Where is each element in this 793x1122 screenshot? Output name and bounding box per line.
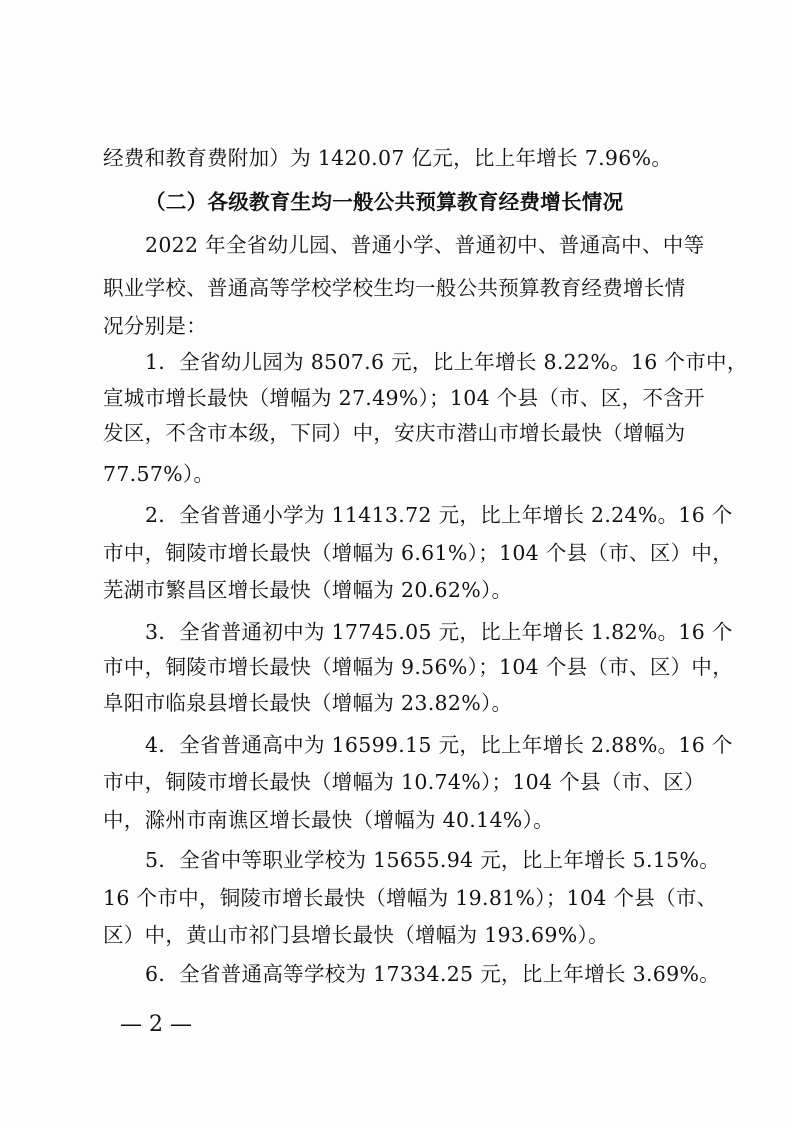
body-text-line: 芜湖市繁昌区增长最快（增幅为 20.62%）。 xyxy=(103,578,513,602)
body-text-line: 1．全省幼儿园为 8507.6 元，比上年增长 8.22%。16 个市中， xyxy=(145,350,748,374)
body-text-line: 16 个市中，铜陵市增长最快（增幅为 19.81%）；104 个县（市、 xyxy=(103,886,718,910)
body-text-line: 5．全省中等职业学校为 15655.94 元，比上年增长 5.15%。 xyxy=(145,848,721,872)
body-text-line: 中，滁州市南谯区增长最快（增幅为 40.14%）。 xyxy=(103,808,554,832)
body-text-line: 况分别是： xyxy=(103,314,207,338)
body-text-line: 3．全省普通初中为 17745.05 元，比上年增长 1.82%。16 个 xyxy=(145,620,733,644)
body-text-line: 经费和教育费附加）为 1420.07 亿元，比上年增长 7.96%。 xyxy=(103,146,673,170)
body-text-line: 4．全省普通高中为 16599.15 元，比上年增长 2.88%。16 个 xyxy=(145,733,733,757)
body-text-line: 市中，铜陵市增长最快（增幅为 6.61%）；104 个县（市、区）中， xyxy=(103,541,734,565)
body-text-line: 阜阳市临泉县增长最快（增幅为 23.82%）。 xyxy=(103,691,513,715)
body-text-line: 职业学校、普通高等学校学校生均一般公共预算教育经费增长情 xyxy=(103,276,686,300)
body-text-line: 6．全省普通高等学校为 17334.25 元，比上年增长 3.69%。 xyxy=(145,962,721,986)
body-text-line: 区）中，黄山市祁门县增长最快（增幅为 193.69%）。 xyxy=(103,923,609,947)
body-text-line: 市中，铜陵市增长最快（增幅为 10.74%）；104 个县（市、区） xyxy=(103,770,705,794)
body-text-line: 77.57%）。 xyxy=(103,462,215,486)
body-text-line: 市中，铜陵市增长最快（增幅为 9.56%）；104 个县（市、区）中， xyxy=(103,655,734,679)
section-heading: （二）各级教育生均一般公共预算教育经费增长情况 xyxy=(145,190,624,214)
body-text-line: 发区，不含市本级，下同）中，安庆市潜山市增长最快（增幅为 xyxy=(103,421,686,445)
body-text-line: 2022 年全省幼儿园、普通小学、普通初中、普通高中、中等 xyxy=(145,233,705,257)
page-number: — 2 — xyxy=(120,1012,192,1037)
body-text-line: 宣城市增长最快（增幅为 27.49%）；104 个县（市、区，不含开 xyxy=(103,386,705,410)
body-text-line: 2．全省普通小学为 11413.72 元，比上年增长 2.24%。16 个 xyxy=(145,503,733,527)
